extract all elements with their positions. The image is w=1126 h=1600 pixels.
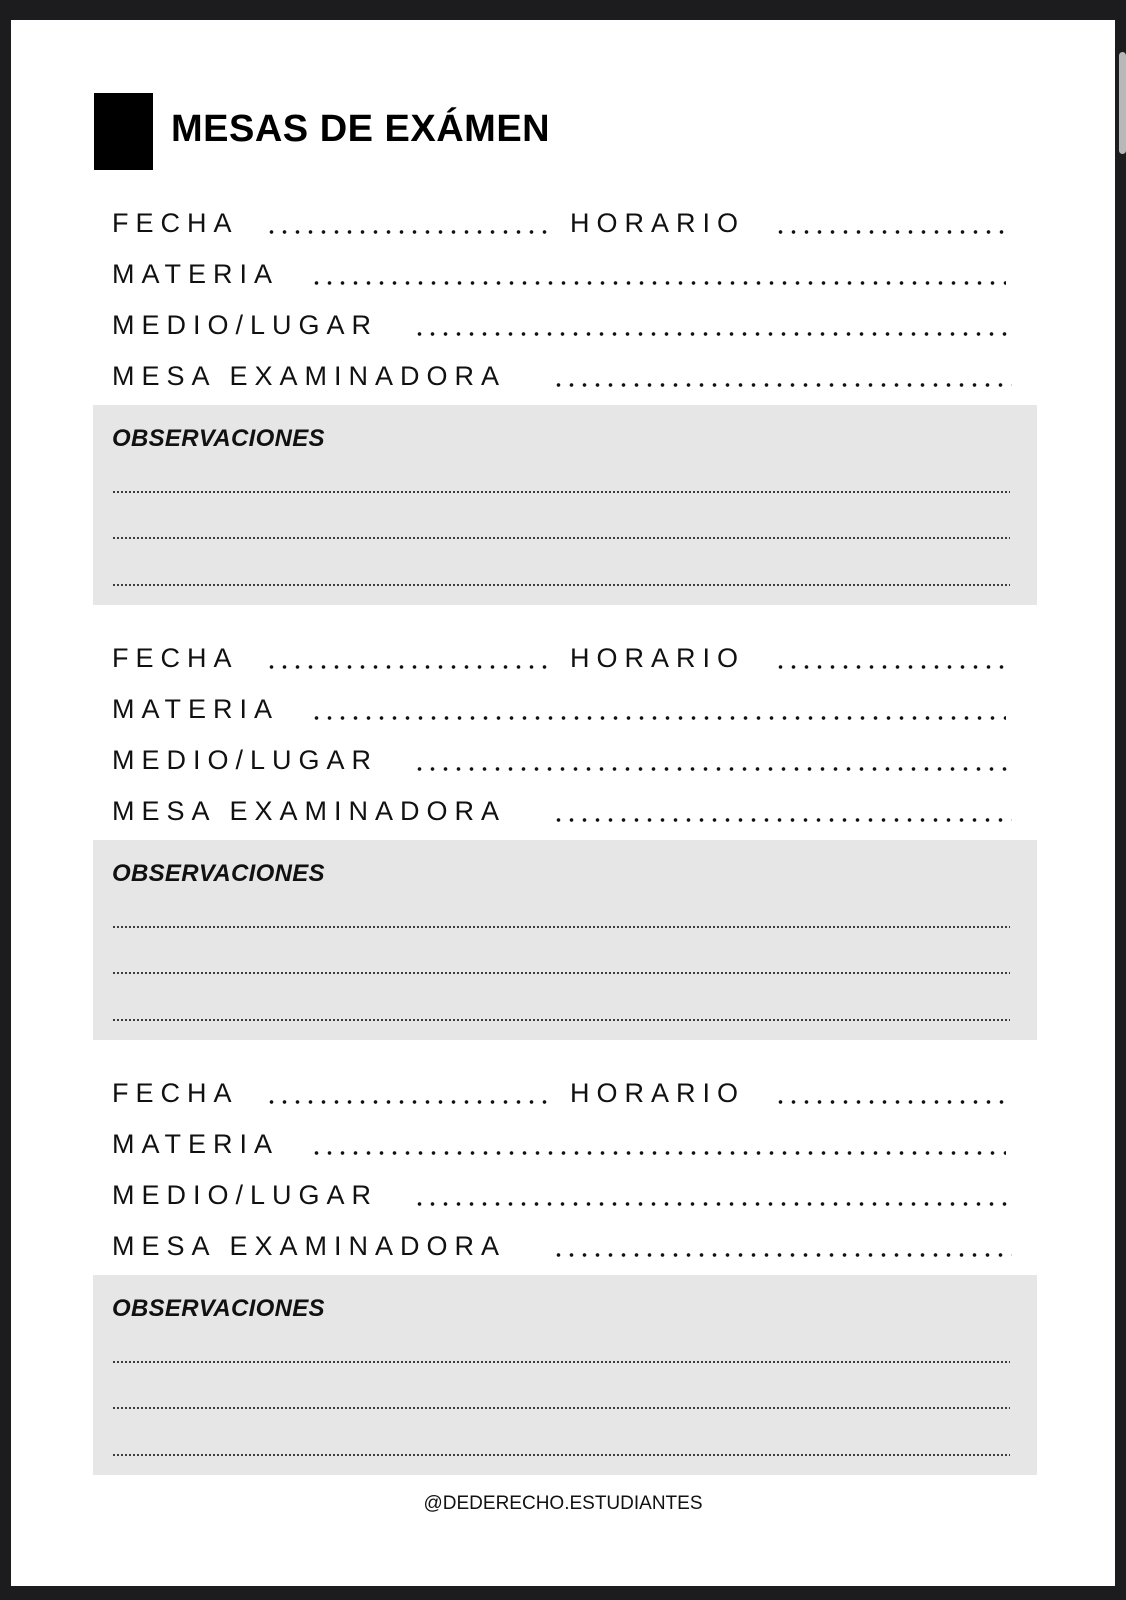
medio-lugar-blank[interactable] [413, 330, 1012, 338]
mesa-examinadora-blank[interactable] [552, 381, 1012, 389]
observaciones-line[interactable] [112, 925, 1010, 929]
observaciones-line[interactable] [112, 971, 1010, 975]
medio-lugar-blank[interactable] [413, 1200, 1012, 1208]
medio-lugar-row [112, 310, 1012, 346]
fecha-horario-row [112, 208, 1012, 244]
document-page [11, 20, 1115, 1586]
observaciones-line[interactable] [112, 490, 1010, 494]
fecha-blank[interactable] [265, 228, 550, 236]
scrollbar-thumb[interactable] [1119, 52, 1126, 154]
mesa-examinadora-row [112, 361, 1012, 397]
horario-label: HORARIO [570, 1078, 746, 1108]
fecha-label: FECHA [112, 643, 239, 673]
materia-label: MATERIA [112, 694, 280, 724]
mesa-examinadora-label: MESA EXAMINADORA [112, 1231, 507, 1261]
horario-label: HORARIO [570, 208, 746, 238]
title-block-mark [94, 93, 153, 170]
materia-row [112, 259, 1012, 295]
materia-blank[interactable] [310, 279, 1006, 287]
mesa-examinadora-row [112, 1231, 1012, 1267]
medio-lugar-label: MEDIO/LUGAR [112, 310, 379, 340]
materia-row [112, 694, 1012, 730]
horario-label: HORARIO [570, 643, 746, 673]
observaciones-label: OBSERVACIONES [112, 425, 325, 452]
materia-label: MATERIA [112, 1129, 280, 1159]
medio-lugar-row [112, 1180, 1012, 1216]
mesa-examinadora-blank[interactable] [552, 1251, 1012, 1259]
fecha-horario-row [112, 643, 1012, 679]
observaciones-box [93, 840, 1037, 1040]
medio-lugar-label: MEDIO/LUGAR [112, 1180, 379, 1210]
medio-lugar-label: MEDIO/LUGAR [112, 745, 379, 775]
observaciones-box [93, 1275, 1037, 1475]
fecha-label: FECHA [112, 1078, 239, 1108]
fecha-blank[interactable] [265, 663, 550, 671]
footer-handle: @DEDERECHO.ESTUDIANTES [423, 1493, 703, 1514]
observaciones-line[interactable] [112, 1018, 1010, 1022]
observaciones-line[interactable] [112, 583, 1010, 587]
materia-label: MATERIA [112, 259, 280, 289]
observaciones-line[interactable] [112, 1453, 1010, 1457]
fecha-horario-row [112, 1078, 1012, 1114]
materia-blank[interactable] [310, 1149, 1006, 1157]
materia-blank[interactable] [310, 714, 1006, 722]
observaciones-label: OBSERVACIONES [112, 1295, 325, 1322]
observaciones-line[interactable] [112, 536, 1010, 540]
medio-lugar-row [112, 745, 1012, 781]
medio-lugar-blank[interactable] [413, 765, 1012, 773]
materia-row [112, 1129, 1012, 1165]
observaciones-label: OBSERVACIONES [112, 860, 325, 887]
mesa-examinadora-label: MESA EXAMINADORA [112, 796, 507, 826]
page-title: MESAS DE EXÁMEN [171, 108, 551, 150]
mesa-examinadora-label: MESA EXAMINADORA [112, 361, 507, 391]
observaciones-line[interactable] [112, 1406, 1010, 1410]
mesa-examinadora-row [112, 796, 1012, 832]
horario-blank[interactable] [774, 1098, 1006, 1106]
observaciones-line[interactable] [112, 1360, 1010, 1364]
fecha-label: FECHA [112, 208, 239, 238]
horario-blank[interactable] [774, 228, 1006, 236]
observaciones-box [93, 405, 1037, 605]
mesa-examinadora-blank[interactable] [552, 816, 1012, 824]
horario-blank[interactable] [774, 663, 1006, 671]
fecha-blank[interactable] [265, 1098, 550, 1106]
